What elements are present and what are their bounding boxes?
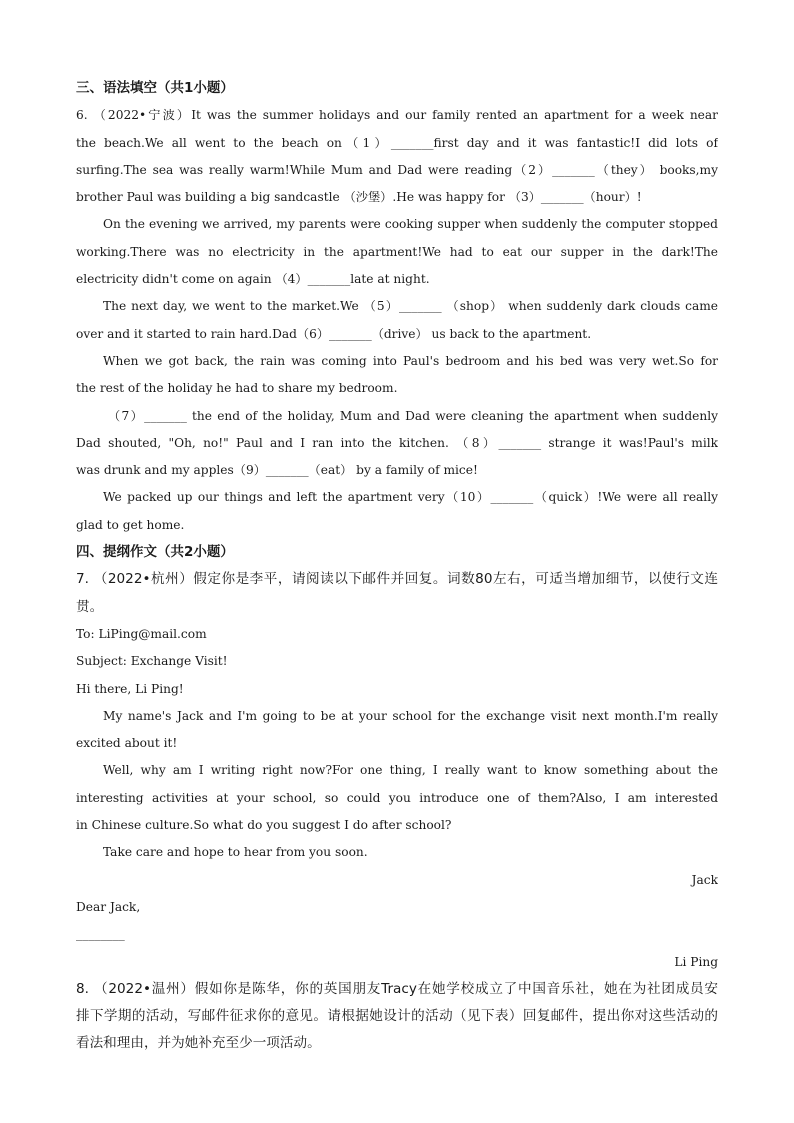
paragraph-line: working.There was no electricity in the apartment!We had to eat our supper in the dark!The bbox=[76, 244, 718, 259]
paragraph-line: 6. （2022•宁波）It was the summer holidays and our family rented an apartment for a week near bbox=[76, 108, 718, 123]
email-signature: Jack bbox=[691, 872, 718, 887]
question-8-prompt: 排下学期的活动，写邮件征求你的意见。请根据她设计的活动（见下表）回复邮件，提出你对这些活动的 bbox=[76, 1008, 718, 1025]
question-7-prompt: 贯。 bbox=[76, 598, 104, 615]
paragraph-line: On the evening we arrived, my parents were cooking supper when suddenly the computer stopped bbox=[103, 217, 718, 232]
paragraph-line: the rest of the holiday he had to share my bedroom. bbox=[76, 381, 398, 396]
document-body bbox=[76, 75, 718, 1058]
section-heading-writing: 四、提纲作文（共2小题） bbox=[76, 544, 234, 561]
paragraph-line: When we got back, the rain was coming into Paul's bedroom and his bed was very wet.So for bbox=[103, 353, 718, 368]
paragraph-line: brother Paul was building a big sandcastle （沙堡）.He was happy for （3）_______（hour）! bbox=[76, 190, 642, 205]
email-body-line: in Chinese culture.So what do you suggest I do after school? bbox=[76, 818, 452, 833]
email-body-line: excited about it! bbox=[76, 736, 178, 751]
question-8-prompt: 看法和理由，并为她补充至少一项活动。 bbox=[76, 1035, 321, 1052]
email-body-line: Well, why am I writing right now?For one thing, I really want to know something about the bbox=[103, 763, 718, 778]
question-7-prompt: 7. （2022•杭州）假定你是李平，请阅读以下邮件并回复。词数80左右，可适当增加细节，以使行文连 bbox=[76, 571, 718, 588]
email-to: To: LiPing@mail.com bbox=[76, 626, 207, 641]
email-closing: Take care and hope to hear from you soon. bbox=[103, 845, 368, 860]
email-body-line: interesting activities at your school, so could you introduce one of them?Also, I am interested bbox=[76, 790, 718, 805]
paragraph-line: was drunk and my apples（9）_______（eat） by a family of mice! bbox=[76, 463, 478, 478]
paragraph-line: （7）_______ the end of the holiday, Mum and Dad were cleaning the apartment when suddenly bbox=[108, 408, 718, 423]
email-subject: Subject: Exchange Visit! bbox=[76, 654, 228, 669]
email-body-line: My name's Jack and I'm going to be at your school for the exchange visit next month.I'm really bbox=[103, 708, 718, 723]
reply-greeting: Dear Jack, bbox=[76, 899, 141, 914]
paragraph-line: glad to get home. bbox=[76, 517, 185, 532]
paragraph-line: over and it started to rain hard.Dad（6）_______（drive） us back to the apartment. bbox=[76, 326, 592, 341]
section-heading-grammar: 三、语法填空（共1小题） bbox=[76, 80, 234, 96]
paragraph-line: the beach.We all went to the beach on（1）_______first day and it was fantastic!I did lots of bbox=[76, 135, 718, 150]
paragraph-line: surfing.The sea was really warm!While Mum and Dad were reading（2）_______（they） books,my bbox=[76, 162, 718, 177]
reply-signature: Li Ping bbox=[674, 954, 718, 969]
question-8-prompt: 8. （2022•温州）假如你是陈华，你的英国朋友Tracy在她学校成立了中国音乐社，她在为社团成员安 bbox=[76, 980, 718, 997]
paragraph-line: The next day, we went to the market.We （5）_______ （shop） when suddenly dark clouds came bbox=[103, 299, 718, 314]
paragraph-line: We packed up our things and left the apartment very（10）_______（quick）!We were all really bbox=[103, 490, 718, 505]
paragraph-line: electricity didn't come on again （4）_______late at night. bbox=[76, 272, 430, 287]
email-greeting: Hi there, Li Ping! bbox=[76, 681, 184, 696]
reply-blank: ________ bbox=[76, 927, 125, 942]
paragraph-line: Dad shouted, "Oh, no!" Paul and I ran into the kitchen. （8）_______ strange it was!Paul's milk bbox=[76, 435, 718, 450]
